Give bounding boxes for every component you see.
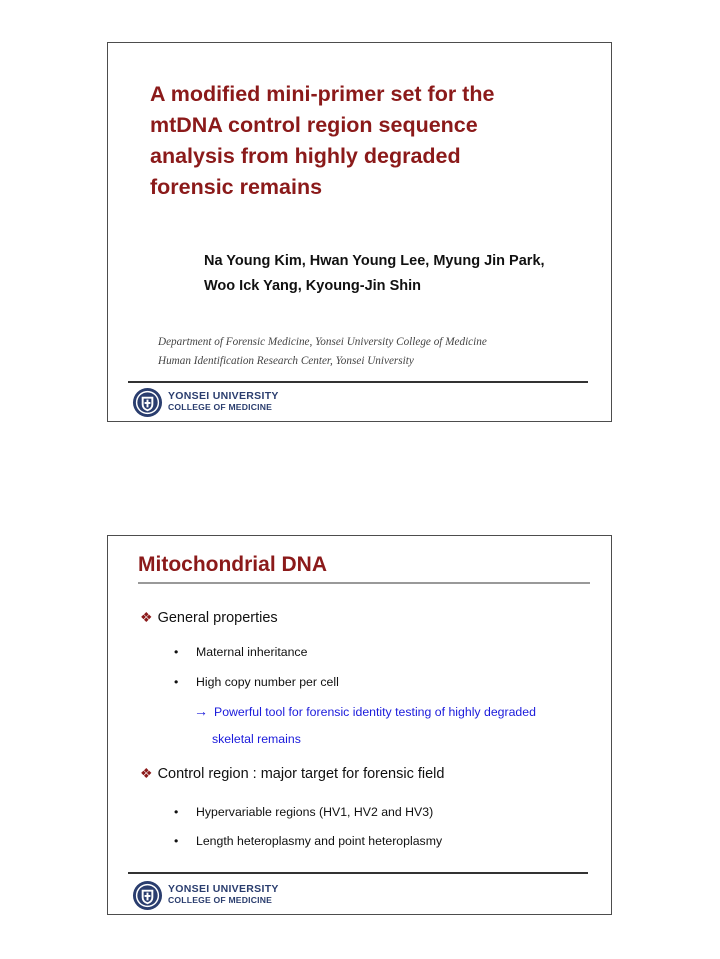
logo-line2: COLLEGE OF MEDICINE bbox=[168, 402, 273, 412]
slide-title: Mitochondrial DNA bbox=[138, 553, 327, 576]
list-item bbox=[174, 645, 307, 659]
logo-line1: YONSEI UNIVERSITY bbox=[168, 883, 279, 895]
list-item-text: Maternal inheritance bbox=[196, 645, 308, 659]
footer-divider bbox=[128, 872, 588, 874]
section-heading-text: General properties bbox=[157, 609, 278, 626]
title-line: analysis from highly degraded bbox=[150, 144, 461, 168]
list-item-text: Length heteroplasmy and point heteroplasmy bbox=[196, 834, 443, 848]
logo-line2: COLLEGE OF MEDICINE bbox=[168, 895, 273, 905]
title-line: forensic remains bbox=[150, 175, 323, 199]
university-seal-icon bbox=[132, 880, 163, 911]
bullet-icon: • bbox=[174, 805, 179, 819]
bullet-icon: • bbox=[174, 834, 179, 848]
university-logo bbox=[132, 385, 279, 419]
presentation-title bbox=[150, 79, 570, 203]
arrow-right-icon: → bbox=[194, 703, 208, 719]
affiliation bbox=[158, 333, 487, 371]
bullet-icon: • bbox=[174, 645, 179, 659]
section-heading bbox=[140, 765, 444, 782]
title-line: A modified mini-primer set for the bbox=[150, 82, 495, 106]
conclusion-text: Powerful tool for forensic identity testing of highly degraded bbox=[214, 705, 536, 719]
list-item bbox=[174, 805, 433, 819]
conclusion-continuation: skeletal remains bbox=[212, 732, 301, 746]
title-underline bbox=[138, 582, 590, 584]
list-item-text: Hypervariable regions (HV1, HV2 and HV3) bbox=[196, 805, 434, 819]
title-line: mtDNA control region sequence bbox=[150, 113, 478, 137]
diamond-bullet-icon: ❖ bbox=[140, 765, 153, 781]
section-heading bbox=[140, 609, 278, 626]
university-logo bbox=[132, 878, 279, 912]
affiliation-line: Human Identification Research Center, Yonsei University bbox=[158, 355, 414, 367]
author-line: Na Young Kim, Hwan Young Lee, Myung Jin Park, bbox=[204, 253, 545, 269]
diamond-bullet-icon: ❖ bbox=[140, 609, 153, 625]
bullet-icon: • bbox=[174, 675, 179, 689]
list-item bbox=[174, 675, 339, 689]
list-item bbox=[174, 834, 442, 848]
section-heading-text: Control region : major target for forensic field bbox=[157, 765, 445, 782]
content-slide bbox=[107, 535, 612, 915]
logo-line1: YONSEI UNIVERSITY bbox=[168, 390, 279, 402]
title-slide bbox=[107, 42, 612, 422]
affiliation-line: Department of Forensic Medicine, Yonsei University College of Medicine bbox=[158, 336, 487, 348]
author-list bbox=[204, 249, 545, 299]
list-item-text: High copy number per cell bbox=[196, 675, 339, 689]
conclusion-line bbox=[194, 703, 536, 719]
university-seal-icon bbox=[132, 387, 163, 418]
footer-divider bbox=[128, 381, 588, 383]
author-line: Woo Ick Yang, Kyoung-Jin Shin bbox=[204, 278, 421, 294]
